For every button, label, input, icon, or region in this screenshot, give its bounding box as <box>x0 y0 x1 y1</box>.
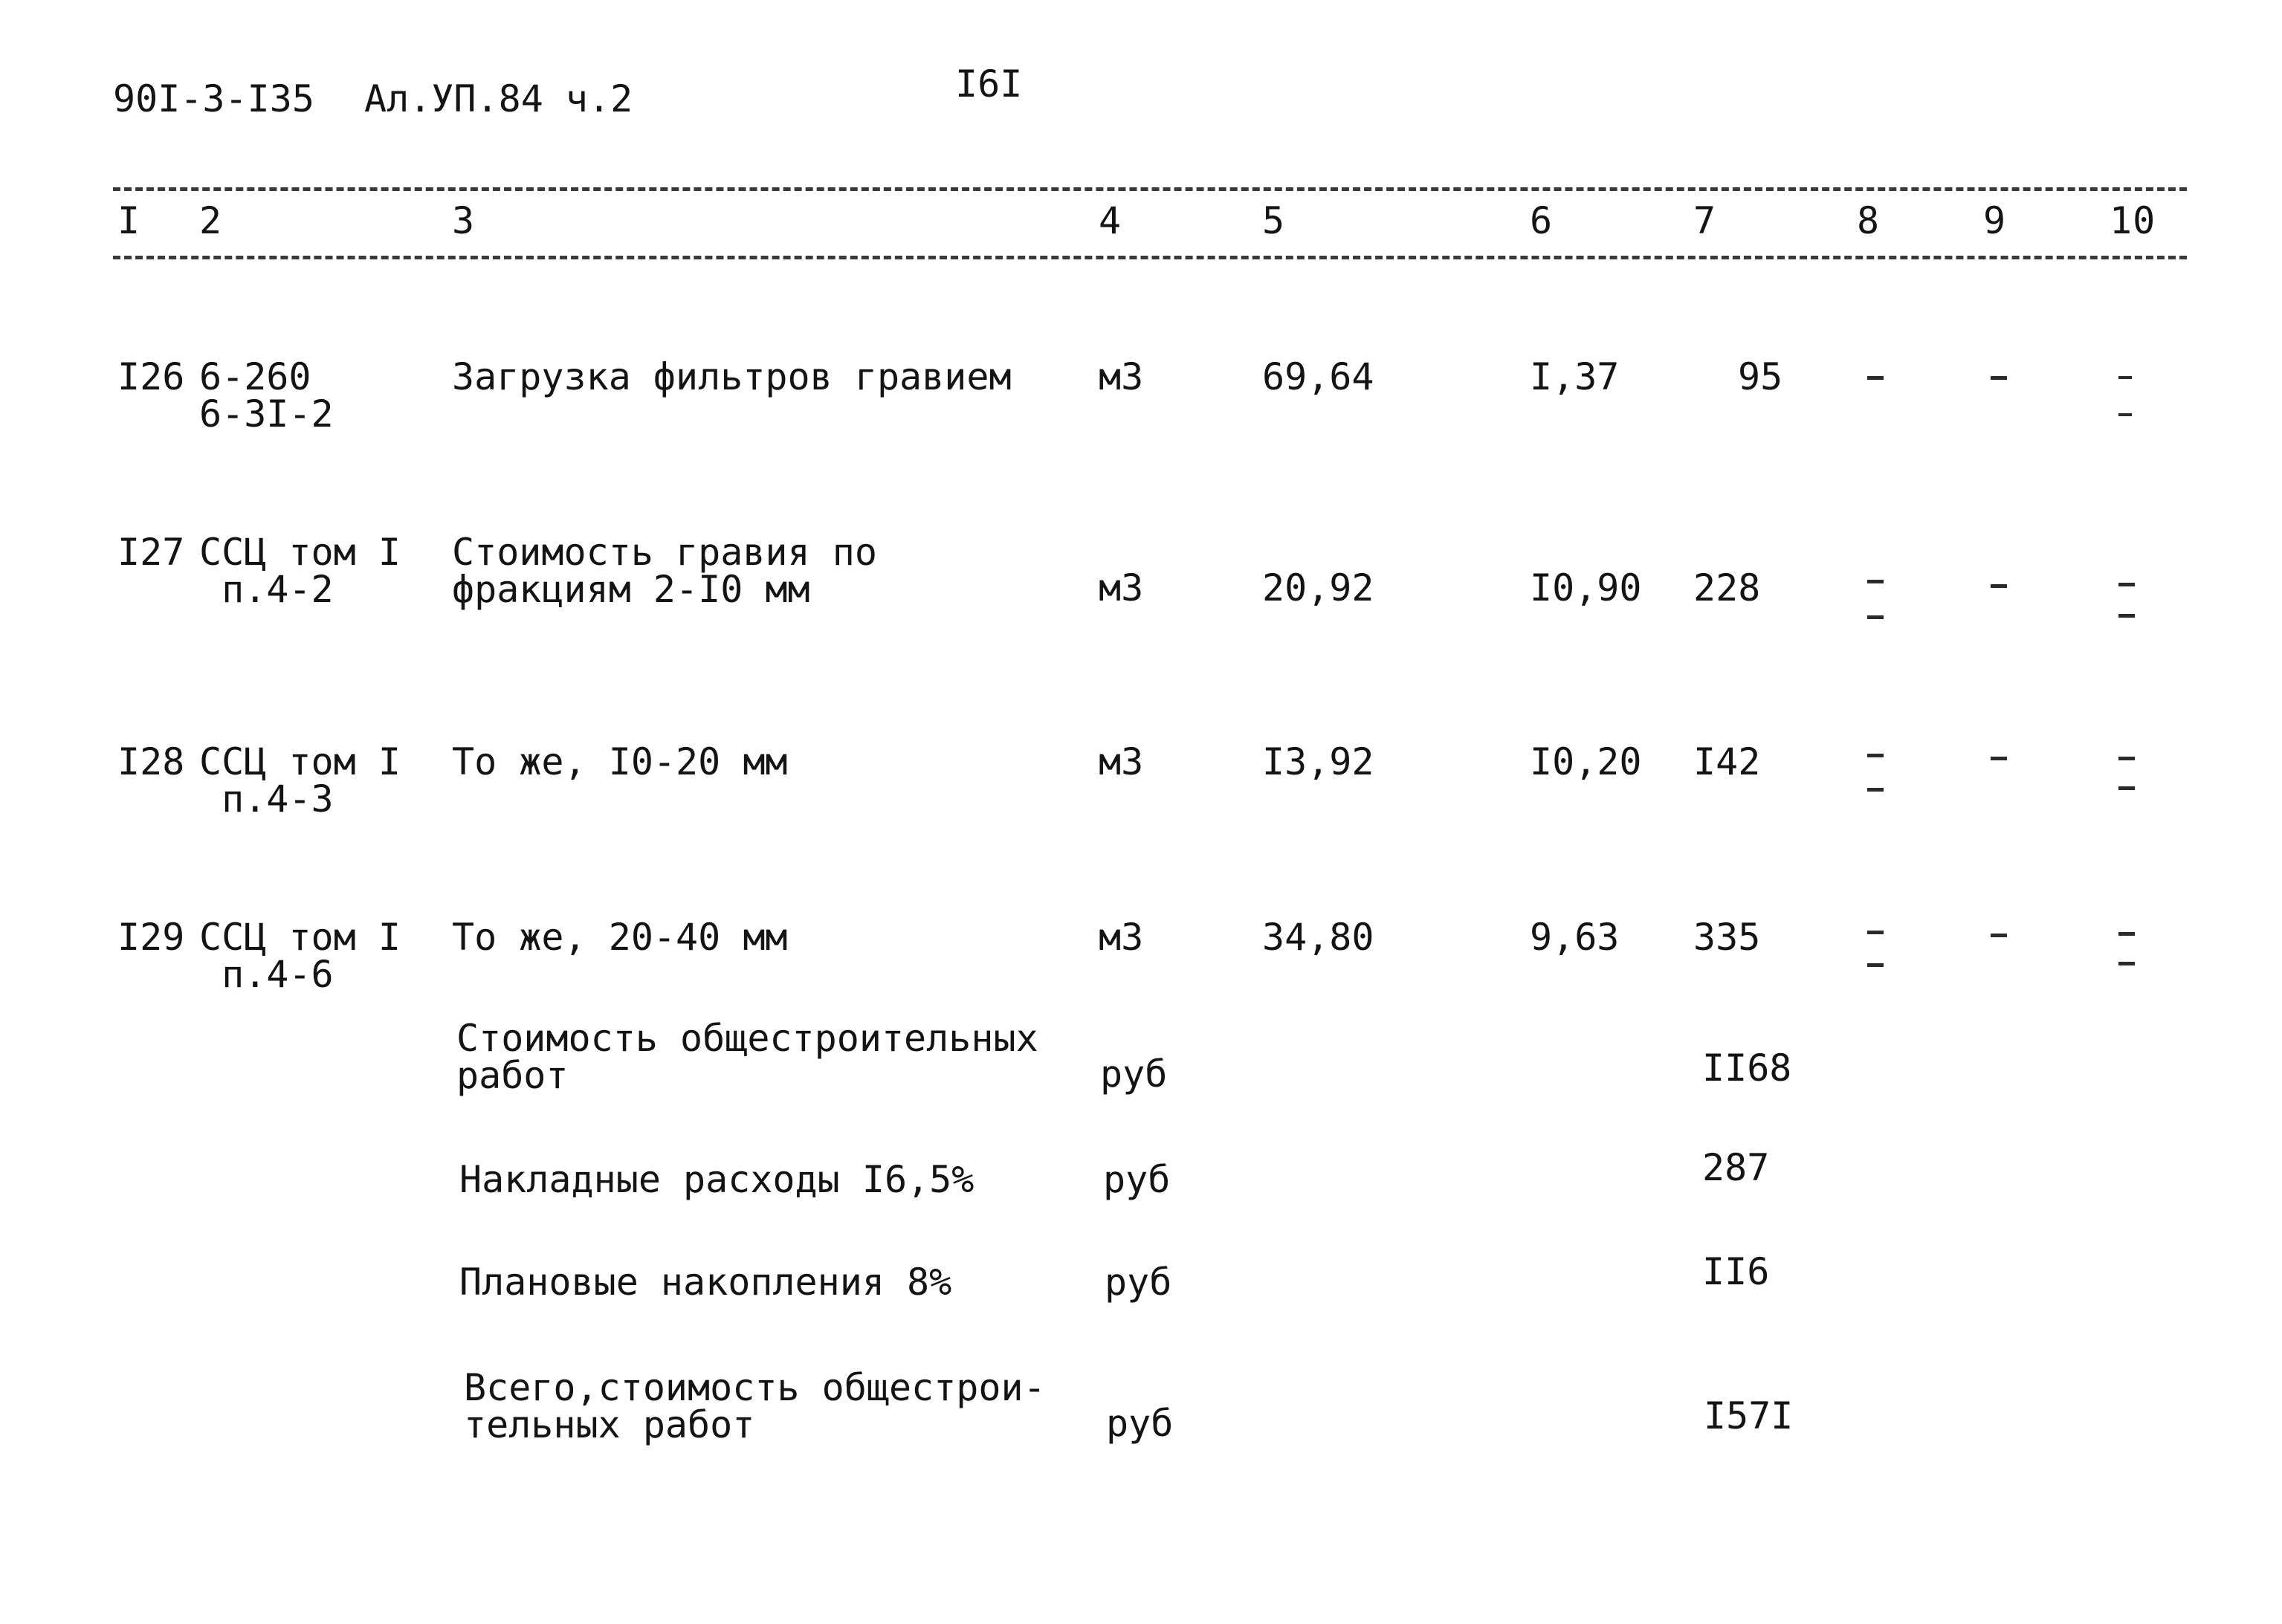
row-unit: м3 <box>1099 916 1144 959</box>
empty-cell-dash <box>2118 413 2132 416</box>
column-header-5: 5 <box>1262 199 1286 242</box>
document-code: 90I-3-I35 <box>113 77 314 120</box>
row-total: 95 <box>1738 355 1783 398</box>
row-number: I29 <box>117 916 185 959</box>
empty-cell-dash <box>1867 788 1884 792</box>
header-bottom-rule <box>113 256 2187 259</box>
row-unit-price: 9,63 <box>1530 916 1620 959</box>
row-quantity: 34,80 <box>1262 916 1374 959</box>
row-unit: м3 <box>1099 566 1144 609</box>
column-header-6: 6 <box>1530 199 1554 242</box>
empty-cell-dash <box>2118 757 2135 760</box>
empty-cell-dash <box>1991 757 2007 760</box>
empty-cell-dash <box>1867 754 1884 757</box>
row-unit-price: I,37 <box>1530 355 1620 398</box>
empty-cell-dash <box>1867 580 1884 583</box>
summary-total: 287 <box>1702 1146 1770 1189</box>
summary-unit: руб <box>1103 1158 1171 1201</box>
row-unit-price: I0,90 <box>1530 566 1642 609</box>
row-quantity: 69,64 <box>1262 355 1374 398</box>
empty-cell-dash <box>1867 376 1884 380</box>
row-total: 335 <box>1693 916 1761 959</box>
column-header-2: 2 <box>199 199 223 242</box>
empty-cell-dash <box>2118 932 2135 936</box>
empty-cell-dash <box>2118 962 2135 965</box>
empty-cell-dash <box>2118 786 2135 790</box>
row-unit: м3 <box>1099 355 1144 398</box>
row-number: I26 <box>117 355 185 398</box>
row-unit-price: I0,20 <box>1530 740 1642 783</box>
row-name: Стоимость гравия по фракциям 2-I0 мм <box>452 531 877 611</box>
column-header-9: 9 <box>1983 199 2007 242</box>
column-header-8: 8 <box>1857 199 1881 242</box>
summary-unit: руб <box>1106 1402 1174 1445</box>
row-name: Загрузка фильтров гравием <box>452 355 1012 398</box>
summary-name: Всего,стоимость общестрои- тельных работ <box>464 1366 1046 1446</box>
empty-cell-dash <box>2118 376 2132 379</box>
summary-total: I57I <box>1704 1394 1794 1437</box>
row-quantity: I3,92 <box>1262 740 1374 783</box>
empty-cell-dash <box>2118 614 2135 618</box>
page-number: I6I <box>955 62 1023 106</box>
row-number: I28 <box>117 740 185 783</box>
row-code: ССЦ том I п.4-6 <box>199 916 401 996</box>
column-header-4: 4 <box>1099 199 1122 242</box>
empty-cell-dash <box>2118 583 2135 586</box>
empty-cell-dash <box>1991 934 2007 937</box>
row-code: ССЦ том I п.4-2 <box>199 531 401 611</box>
header-top-rule <box>113 187 2187 191</box>
summary-unit: руб <box>1105 1261 1172 1304</box>
row-name: То же, 20-40 мм <box>452 916 788 959</box>
empty-cell-dash <box>1991 376 2007 380</box>
summary-name: Стоимость общестроительных работ <box>456 1017 1038 1097</box>
row-code: ССЦ том I п.4-3 <box>199 740 401 821</box>
row-name: То же, I0-20 мм <box>452 740 788 783</box>
summary-unit: руб <box>1100 1052 1168 1096</box>
row-quantity: 20,92 <box>1262 566 1374 609</box>
album-reference: Ал.УП.84 ч.2 <box>364 77 633 120</box>
summary-name: Плановые накопления 8% <box>459 1261 952 1304</box>
row-unit: м3 <box>1099 740 1144 783</box>
empty-cell-dash <box>1867 615 1884 619</box>
row-total: 228 <box>1693 566 1761 609</box>
summary-name: Накладные расходы I6,5% <box>459 1158 974 1201</box>
column-header-3: 3 <box>452 199 476 242</box>
summary-total: II68 <box>1702 1046 1792 1090</box>
row-number: I27 <box>117 531 185 574</box>
column-header-1: I <box>117 199 141 242</box>
empty-cell-dash <box>1867 931 1884 934</box>
summary-total: II6 <box>1702 1250 1770 1293</box>
column-header-10: 10 <box>2110 199 2156 242</box>
row-code: 6-260 6-3I-2 <box>199 355 334 436</box>
row-total: I42 <box>1693 740 1761 783</box>
empty-cell-dash <box>1867 963 1884 967</box>
column-header-7: 7 <box>1693 199 1717 242</box>
empty-cell-dash <box>1991 584 2007 588</box>
